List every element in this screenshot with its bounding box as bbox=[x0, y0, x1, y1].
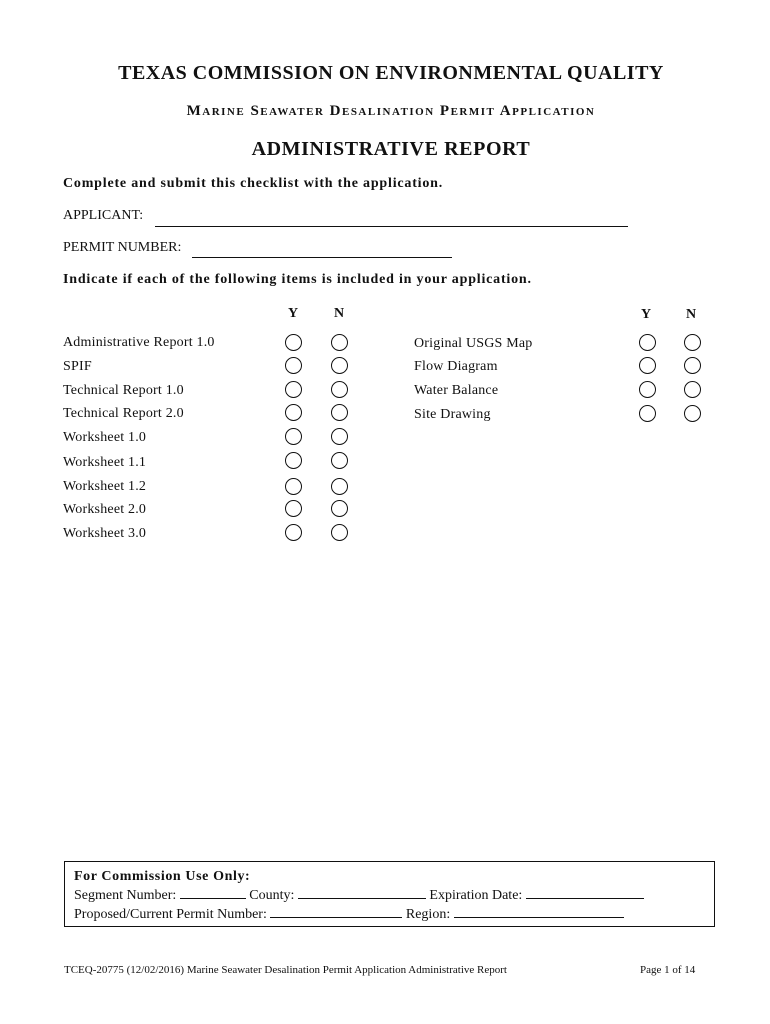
proposed-permit-number-field[interactable] bbox=[270, 905, 402, 918]
yes-radio[interactable] bbox=[285, 500, 302, 517]
left-yes-header: Y bbox=[287, 306, 299, 321]
right-no-header: N bbox=[685, 307, 697, 322]
checklist-instruction: Indicate if each of the following items is included in your application. bbox=[63, 272, 532, 287]
report-title: ADMINISTRATIVE REPORT bbox=[251, 138, 531, 160]
yes-radio[interactable] bbox=[285, 452, 302, 469]
region-label: Region: bbox=[405, 907, 451, 922]
page-number: Page 1 of 14 bbox=[640, 964, 696, 976]
agency-title: TEXAS COMMISSION ON ENVIRONMENTAL QUALITY bbox=[118, 62, 664, 84]
permit-number-label: PERMIT NUMBER: bbox=[63, 240, 182, 255]
expiration-date-field[interactable] bbox=[526, 886, 644, 899]
segment-number-label: Segment Number: bbox=[74, 888, 177, 903]
yes-radio[interactable] bbox=[285, 478, 302, 495]
no-radio[interactable] bbox=[331, 478, 348, 495]
no-radio[interactable] bbox=[331, 524, 348, 541]
checklist-item: SPIF bbox=[63, 359, 92, 374]
yes-radio[interactable] bbox=[639, 381, 656, 398]
segment-number-field[interactable] bbox=[180, 886, 246, 899]
no-radio[interactable] bbox=[684, 334, 701, 351]
no-radio[interactable] bbox=[331, 404, 348, 421]
county-field[interactable] bbox=[298, 886, 426, 899]
commission-use-box bbox=[64, 861, 715, 927]
region-field[interactable] bbox=[454, 905, 624, 918]
yes-radio[interactable] bbox=[639, 405, 656, 422]
yes-radio[interactable] bbox=[285, 524, 302, 541]
yes-radio[interactable] bbox=[285, 381, 302, 398]
commission-use-heading: For Commission Use Only: bbox=[74, 869, 251, 884]
checklist-item: Site Drawing bbox=[414, 407, 491, 422]
expiration-date-label: Expiration Date: bbox=[429, 888, 523, 903]
yes-radio[interactable] bbox=[639, 357, 656, 374]
checklist-item: Flow Diagram bbox=[414, 359, 498, 374]
checklist-item: Worksheet 2.0 bbox=[63, 502, 147, 517]
no-radio[interactable] bbox=[684, 381, 701, 398]
applicant-field[interactable] bbox=[155, 226, 628, 227]
applicant-label: APPLICANT: bbox=[63, 208, 144, 223]
county-label: County: bbox=[249, 888, 295, 903]
yes-radio[interactable] bbox=[285, 404, 302, 421]
no-radio[interactable] bbox=[331, 357, 348, 374]
no-radio[interactable] bbox=[684, 405, 701, 422]
yes-radio[interactable] bbox=[285, 357, 302, 374]
yes-radio[interactable] bbox=[285, 334, 302, 351]
no-radio[interactable] bbox=[331, 452, 348, 469]
submit-instruction: Complete and submit this checklist with the application. bbox=[63, 176, 444, 191]
yes-radio[interactable] bbox=[285, 428, 302, 445]
permit-number-field[interactable] bbox=[192, 257, 452, 258]
checklist-item: Worksheet 1.0 bbox=[63, 430, 147, 445]
no-radio[interactable] bbox=[331, 500, 348, 517]
checklist-item: Water Balance bbox=[414, 383, 499, 398]
checklist-item: Administrative Report 1.0 bbox=[63, 335, 215, 350]
left-no-header: N bbox=[333, 306, 345, 321]
checklist-item: Worksheet 3.0 bbox=[63, 526, 147, 541]
commission-row-1 bbox=[74, 886, 714, 905]
checklist-item: Worksheet 1.2 bbox=[63, 479, 147, 494]
permit-number-label: Proposed/Current Permit Number: bbox=[74, 907, 267, 922]
checklist-item: Original USGS Map bbox=[414, 336, 533, 351]
form-id-footer: TCEQ-20775 (12/02/2016) Marine Seawater Desalination Permit Application Administrative Report bbox=[64, 964, 507, 976]
commission-row-2 bbox=[74, 905, 714, 924]
right-yes-header: Y bbox=[640, 307, 652, 322]
yes-radio[interactable] bbox=[639, 334, 656, 351]
checklist-item: Technical Report 1.0 bbox=[63, 383, 184, 398]
no-radio[interactable] bbox=[331, 381, 348, 398]
no-radio[interactable] bbox=[331, 334, 348, 351]
no-radio[interactable] bbox=[331, 428, 348, 445]
no-radio[interactable] bbox=[684, 357, 701, 374]
checklist-item: Worksheet 1.1 bbox=[63, 455, 147, 470]
checklist-item: Technical Report 2.0 bbox=[63, 406, 184, 421]
form-subtitle: Marine Seawater Desalination Permit Application bbox=[186, 103, 596, 119]
